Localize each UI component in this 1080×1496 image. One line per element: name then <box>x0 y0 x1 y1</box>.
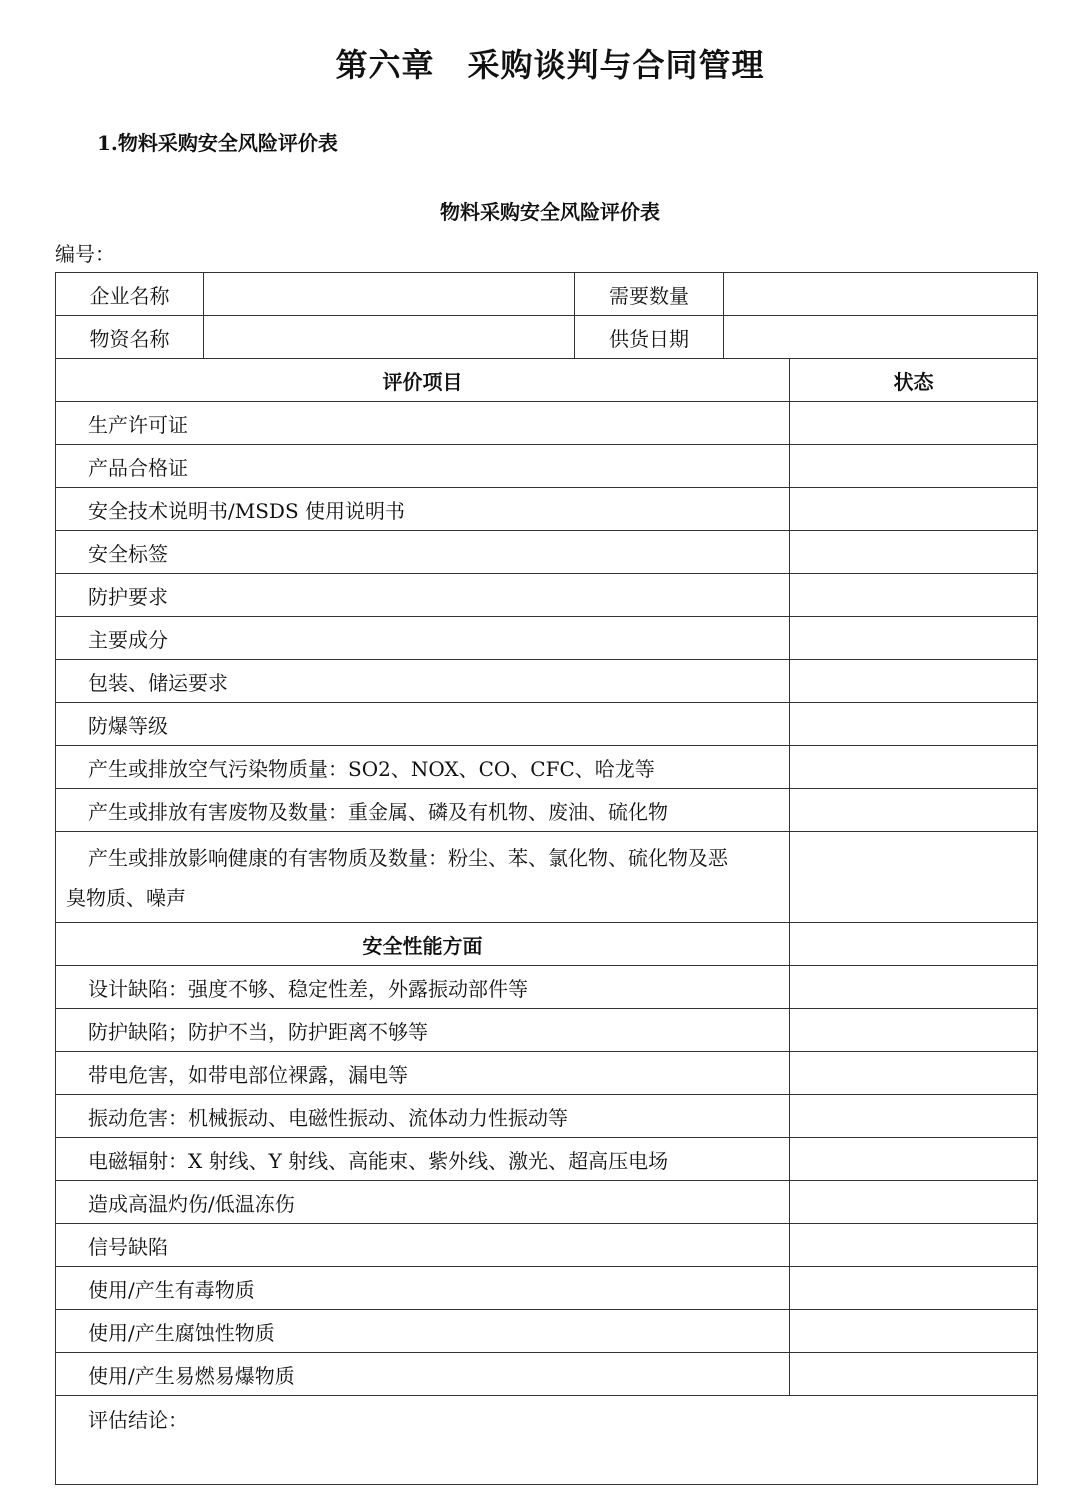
item-cell: 使用/产生腐蚀性物质 <box>56 1310 790 1353</box>
status-cell[interactable] <box>790 1138 1038 1181</box>
conclusion-field[interactable] <box>56 1396 1038 1485</box>
status-cell[interactable] <box>790 1009 1038 1052</box>
status-cell[interactable] <box>790 1181 1038 1224</box>
status-cell[interactable] <box>790 531 1038 574</box>
delivery-date-label: 供货日期 <box>575 316 724 359</box>
table-row <box>56 531 1038 574</box>
item-cell: 安全技术说明书/MSDS 使用说明书 <box>56 488 790 531</box>
table-row <box>56 488 1038 531</box>
safety-section-header: 安全性能方面 <box>56 923 790 966</box>
status-cell[interactable] <box>790 832 1038 923</box>
status-cell[interactable] <box>790 1095 1038 1138</box>
status-cell[interactable] <box>790 1267 1038 1310</box>
table-row <box>56 660 1038 703</box>
item-cell: 防护缺陷；防护不当，防护距离不够等 <box>56 1009 790 1052</box>
evaluation-table <box>55 272 1038 1485</box>
item-cell: 产生或排放空气污染物质量：SO2、NOX、CO、CFC、哈龙等 <box>56 746 790 789</box>
table-row <box>56 1009 1038 1052</box>
status-cell[interactable] <box>790 1353 1038 1396</box>
status-cell[interactable] <box>790 966 1038 1009</box>
table-row <box>56 1267 1038 1310</box>
item-cell: 振动危害：机械振动、电磁性振动、流体动力性振动等 <box>56 1095 790 1138</box>
item-cell: 防爆等级 <box>56 703 790 746</box>
item-cell: 生产许可证 <box>56 402 790 445</box>
company-name-label: 企业名称 <box>56 273 204 316</box>
status-cell[interactable] <box>790 789 1038 832</box>
item-cell: 设计缺陷：强度不够、稳定性差，外露振动部件等 <box>56 966 790 1009</box>
info-row-company <box>56 273 1038 316</box>
status-cell[interactable] <box>790 574 1038 617</box>
table-row <box>56 1052 1038 1095</box>
status-cell[interactable] <box>790 703 1038 746</box>
status-cell[interactable] <box>790 1052 1038 1095</box>
item-cell: 使用/产生易燃易爆物质 <box>56 1353 790 1396</box>
item-cell: 信号缺陷 <box>56 1224 790 1267</box>
item-cell: 包装、储运要求 <box>56 660 790 703</box>
status-cell[interactable] <box>790 746 1038 789</box>
form-title: 物料采购安全风险评价表 <box>440 200 660 224</box>
table-row <box>56 574 1038 617</box>
table-row <box>56 1310 1038 1353</box>
item-cell: 带电危害，如带电部位裸露，漏电等 <box>56 1052 790 1095</box>
status-cell[interactable] <box>790 488 1038 531</box>
item-cell: 造成高温灼伤/低温冻伤 <box>56 1181 790 1224</box>
material-name-field[interactable] <box>204 316 575 359</box>
table-row <box>56 966 1038 1009</box>
item-column-header: 评价项目 <box>56 359 790 402</box>
item-cell: 安全标签 <box>56 531 790 574</box>
status-cell[interactable] <box>790 1224 1038 1267</box>
table-row <box>56 445 1038 488</box>
table-row <box>56 832 1038 923</box>
table-row <box>56 1353 1038 1396</box>
table-row <box>56 746 1038 789</box>
table-row <box>56 617 1038 660</box>
conclusion-row <box>56 1396 1038 1485</box>
status-cell[interactable] <box>790 660 1038 703</box>
item-cell: 防护要求 <box>56 574 790 617</box>
item-cell: 电磁辐射：X 射线、Y 射线、高能束、紫外线、激光、超高压电场 <box>56 1138 790 1181</box>
section-heading: 1.物料采购安全风险评价表 <box>97 131 338 155</box>
material-name-label: 物资名称 <box>56 316 204 359</box>
item-cell-multiline <box>56 832 790 923</box>
serial-number-label: 编号： <box>55 242 115 266</box>
status-cell[interactable] <box>790 1310 1038 1353</box>
quantity-field[interactable] <box>724 273 1038 316</box>
delivery-date-field[interactable] <box>724 316 1038 359</box>
header-row <box>56 359 1038 402</box>
section-header-row <box>56 923 1038 966</box>
status-cell[interactable] <box>790 445 1038 488</box>
table-row <box>56 1138 1038 1181</box>
item-cell: 产品合格证 <box>56 445 790 488</box>
table-row <box>56 1224 1038 1267</box>
quantity-label: 需要数量 <box>575 273 724 316</box>
item-line: 产生或排放影响健康的有害物质及数量：粉尘、苯、氯化物、硫化物及恶 <box>88 846 728 870</box>
table-row <box>56 1095 1038 1138</box>
chapter-title: 第六章 采购谈判与合同管理 <box>335 46 765 84</box>
company-name-field[interactable] <box>204 273 575 316</box>
table-row <box>56 1181 1038 1224</box>
item-cell: 产生或排放有害废物及数量：重金属、磷及有机物、废油、硫化物 <box>56 789 790 832</box>
item-line: 臭物质、噪声 <box>66 886 186 910</box>
status-cell[interactable] <box>790 923 1038 966</box>
item-cell: 使用/产生有毒物质 <box>56 1267 790 1310</box>
conclusion-label: 评估结论： <box>88 1408 188 1432</box>
item-cell: 主要成分 <box>56 617 790 660</box>
table-row <box>56 703 1038 746</box>
status-cell[interactable] <box>790 402 1038 445</box>
table-row <box>56 789 1038 832</box>
info-row-material <box>56 316 1038 359</box>
status-column-header: 状态 <box>790 359 1038 402</box>
status-cell[interactable] <box>790 617 1038 660</box>
table-row <box>56 402 1038 445</box>
